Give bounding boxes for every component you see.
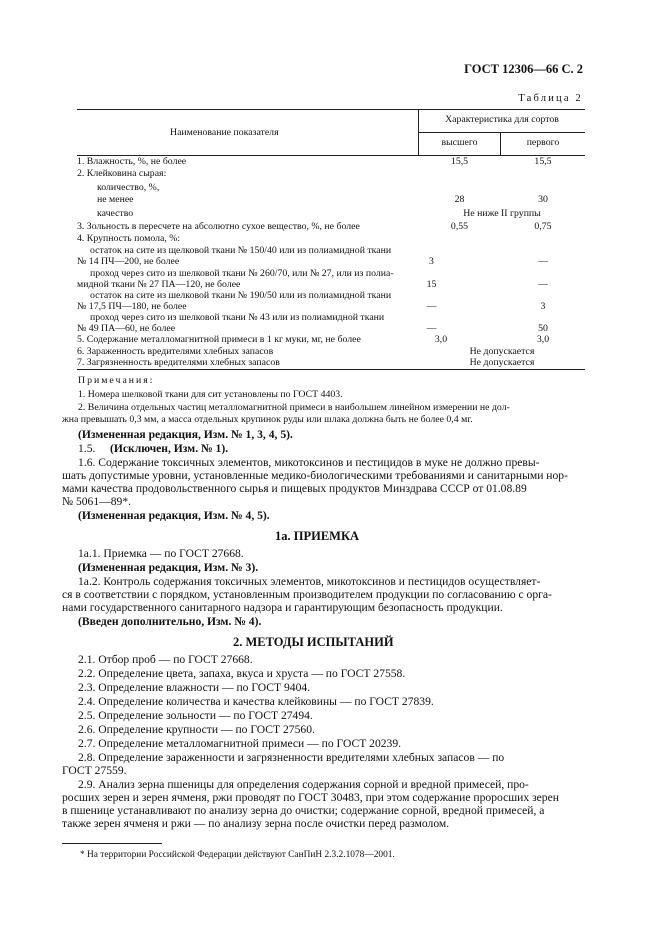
clause-1-5-number: 1.5. — [78, 442, 96, 455]
clause-1-6-line: мами качества продовольственного сырья и пищевых продуктов Минздрава СССР от 01.08.89 — [62, 482, 527, 495]
section-heading: 1а. ПРИЕМКА — [275, 529, 360, 543]
table-row-label: проход через сито из шелковой ткани № 43 или из полиамидной ткани — [90, 312, 385, 323]
table-cell-merged: Не допускается — [469, 357, 535, 368]
note-1: 1. Номера шелковой ткани для сит установлены по ГОСТ 4403. — [78, 389, 343, 400]
table-row-label: 2. Клейковина сырая: — [77, 168, 167, 179]
table-cell-top: — — [426, 301, 437, 312]
table-row-label: 6. Зараженность вредителями хлебных запасов — [77, 346, 274, 357]
amendment-note: (Введен дополнительно, Изм. № 4). — [78, 615, 262, 628]
header-grades: Характеристика для сортов — [445, 114, 559, 125]
table-row-label: № 49 ПА—60, не более — [77, 323, 176, 334]
note-2-cont: жна превышать 0,3 мм, а масса отдельных крупинок руды или шлака должна быть не более 0,4 мг. — [62, 414, 473, 425]
table-row-label: 1. Влажность, %, не более — [77, 156, 187, 167]
clause-2-7: 2.7. Определение металломагнитной примеси — по ГОСТ 20239. — [78, 737, 402, 750]
table-row-label: проход через сито из шелковой ткани № 260/70, или № 27, или из полиа- — [90, 268, 394, 279]
table-cell-top: 3 — [429, 256, 434, 267]
clause-1a-2-line: ся в соответствии с порядком, установленным производителем продукции по согласованию с орга- — [62, 588, 552, 601]
table-row-label: качество — [97, 208, 134, 219]
table-row-label: количество, %, — [97, 182, 160, 193]
table-cell-top: 15 — [426, 279, 437, 290]
table-bottom-rule — [77, 369, 585, 370]
clause-2-9-line: в пшенице устанавливают по анализу зерна до очистки; содержание сорной, вредной примесей, а — [62, 804, 545, 817]
table-cell-top: 3,0 — [434, 334, 448, 345]
table-row-label: мидной ткани № 27 ПА—120, не более — [77, 279, 241, 290]
table-cell-top: 15,5 — [450, 156, 469, 167]
clause-1a-2: 1а.2. Контроль содержания токсичных элементов, микотоксинов и пестицидов осуществляет- — [78, 575, 541, 588]
table-row-label: 7. Загрязненность вредителями хлебных запасов — [77, 357, 280, 368]
header-first-grade: первого — [526, 137, 560, 148]
table-row-label: остаток на сите из щелковой ткани № 150/40 или из полиамидной ткани — [90, 245, 392, 256]
header-parameter: Наименование показателя — [170, 127, 279, 138]
clause-2-2: 2.2. Определение цвета, запаха, вкуса и хруста — по ГОСТ 27558. — [78, 667, 406, 680]
table-row-label: № 17,5 ПЧ—180, не более — [77, 301, 187, 312]
page-header: ГОСТ 12306—66 С. 2 — [464, 62, 583, 76]
clause-2-9-line: также зерен ячменя и ржи — по анализу зерна после очистки перед размолом. — [62, 817, 450, 830]
header-top-grade: высшего — [441, 137, 478, 148]
footnote: * На территории Российской Федерации действуют СанПиН 2.3.2.1078—2001. — [80, 850, 395, 860]
table-row-label: 3. Зольность в пересчете на абсолютно сухое вещество, %, не более — [77, 221, 360, 232]
clause-1-5: (Исключен, Изм. № 1). — [110, 442, 229, 455]
clause-2-5: 2.5. Определение зольности — по ГОСТ 27494. — [78, 709, 313, 722]
table-cell-first: — — [538, 279, 548, 290]
clause-2-9: 2.9. Анализ зерна пшеницы для определения содержания сорной и вредной примесей, про- — [78, 778, 529, 791]
table-sub-rule — [418, 132, 585, 133]
table-cell-first: 30 — [538, 194, 548, 205]
table-row-label: № 14 ПЧ—200, не более — [77, 256, 180, 267]
section-heading: 2. МЕТОДЫ ИСПЫТАНИЙ — [233, 635, 394, 649]
table-cell-top: 0,55 — [450, 221, 469, 232]
footnote-rule — [62, 843, 162, 844]
clause-2-9-line: росших зерен и зерен ячменя, ржи проводят по ГОСТ 30483, при этом содержание проросших зерен — [62, 791, 559, 804]
amendment-note: (Измененная редакция, Изм. № 4, 5). — [78, 509, 270, 522]
clause-2-3: 2.3. Определение влажности — по ГОСТ 9404. — [78, 681, 311, 694]
amendment-note: (Измененная редакция, Изм. № 1, 3, 4, 5). — [78, 428, 293, 441]
clause-2-4: 2.4. Определение количества и качества клейковины — по ГОСТ 27839. — [78, 695, 434, 708]
table-row-label: 5. Содержание металломагнитной примеси в 1 кг муки, мг, не более — [77, 334, 361, 345]
notes-title: Примечания: — [78, 375, 155, 386]
note-2: 2. Величина отдельных частиц металломагнитной примеси в наибольшем линейном измерении не дол- — [78, 402, 510, 413]
table-cell-top: 28 — [454, 194, 465, 205]
table-cell-first: 3,0 — [536, 334, 550, 345]
clause-1a-2-line: нами государственного санитарного надзора и гарантирующим безопасность продукции. — [62, 601, 503, 614]
table-cell-first: — — [538, 256, 548, 267]
clause-2-8: 2.8. Определение зараженности и загрязненности вредителями хлебных запасов — по — [78, 751, 505, 764]
table-cell-top: — — [426, 323, 437, 334]
clause-2-8-line: ГОСТ 27559. — [62, 764, 127, 777]
clause-1-6: 1.6. Содержание токсичных элементов, микотоксинов и пестицидов в муке не должно превы- — [78, 456, 540, 469]
amendment-note: (Измененная редакция, Изм. № 3). — [78, 561, 259, 574]
table-cell-first: 15,5 — [534, 156, 552, 167]
table-cell-merged: Не допускается — [469, 346, 535, 357]
table-row-label: не менее — [97, 194, 134, 205]
clause-2-1: 2.1. Отбор проб — по ГОСТ 27668. — [78, 653, 253, 666]
table-top-rule — [77, 109, 585, 110]
table-cell-merged: Не ниже II группы — [463, 208, 541, 219]
table-row-label: 4. Крупность помола, %: — [77, 233, 181, 244]
table-caption: Таблица 2 — [518, 93, 583, 104]
clause-2-6: 2.6. Определение крупности — по ГОСТ 27560. — [78, 723, 315, 736]
table-cell-first: 50 — [538, 323, 548, 334]
table-cell-first: 0,75 — [534, 221, 552, 232]
clause-1-6-line: № 5061—89*. — [62, 495, 132, 508]
clause-1-6-line: шать допустимые уровни, установленные медико-биологическими требованиями и санитарными нор- — [62, 469, 568, 482]
table-cell-first: 3 — [540, 301, 546, 312]
clause-1a-1: 1а.1. Приемка — по ГОСТ 27668. — [78, 547, 244, 560]
table-row-label: остаток на сите из шелковой ткани № 190/50 или из полиамидной ткани — [90, 290, 392, 301]
